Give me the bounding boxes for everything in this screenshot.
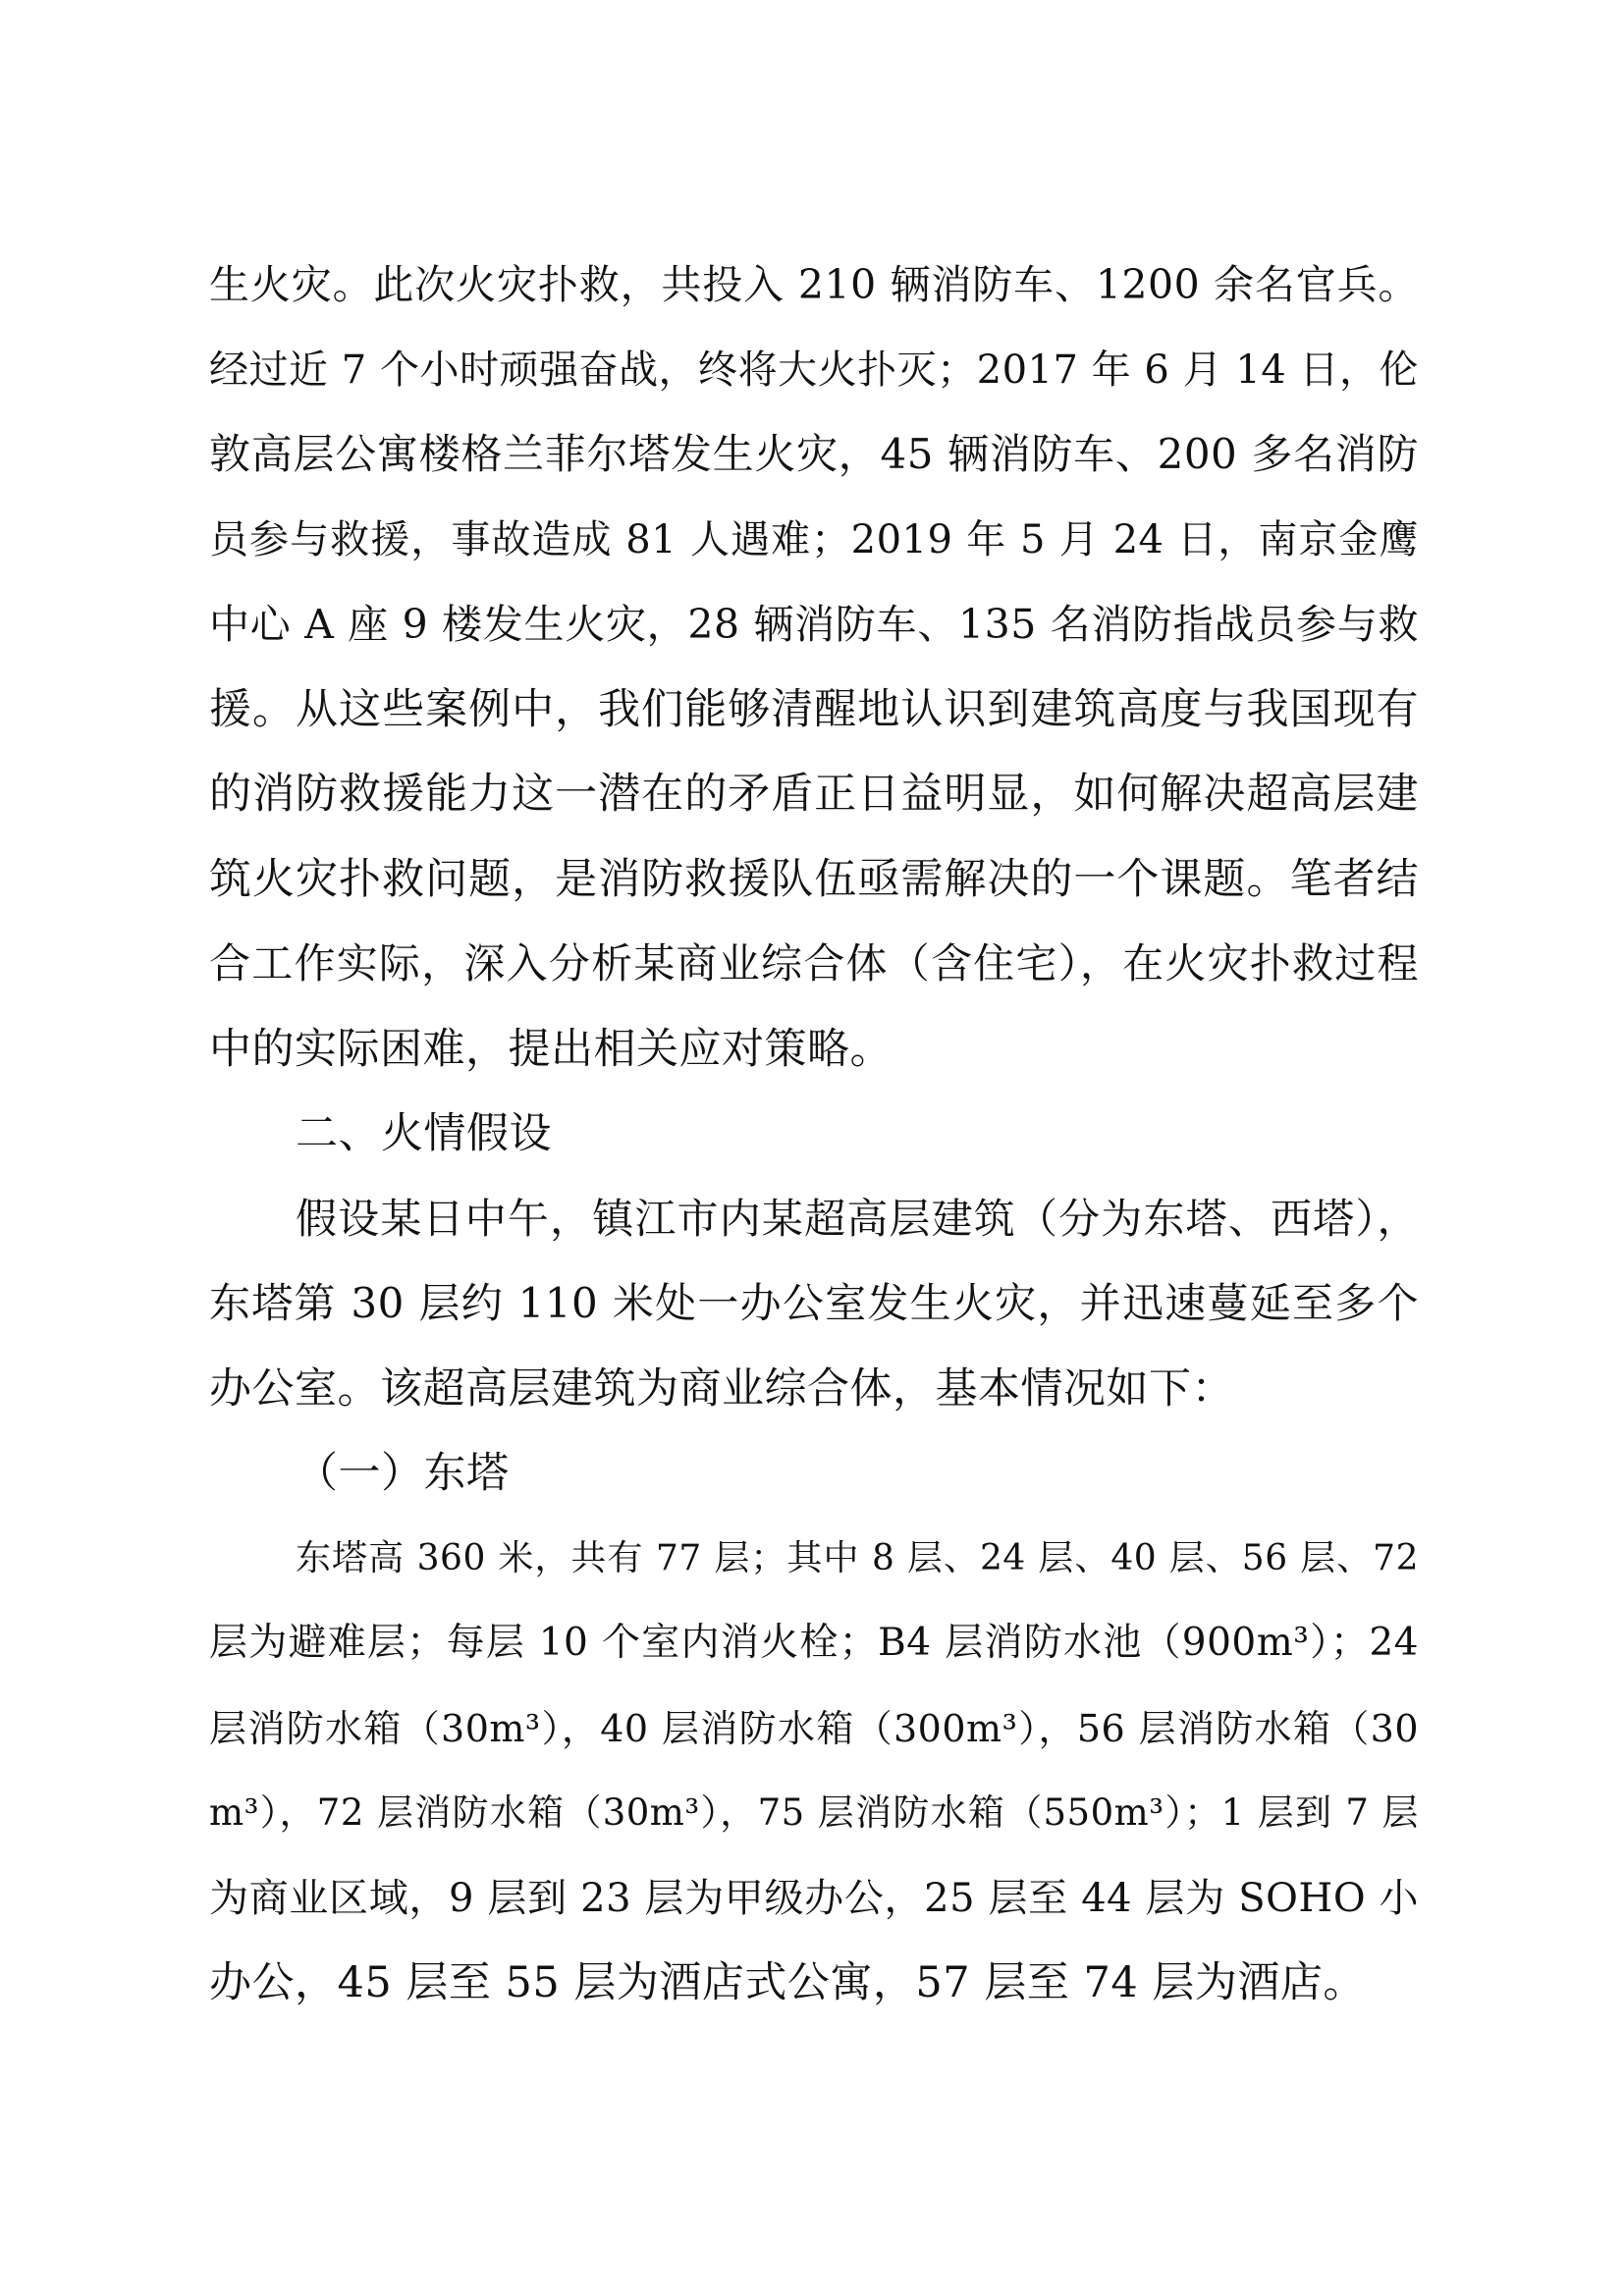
text-line-2: 经过近 7 个小时顽强奋战，终将大火扑灭；2017 年 6 月 14 日，伦 xyxy=(209,347,1419,393)
text-line-12: 假设某日中午，镇江市内某超高层建筑（分为东塔、西塔）， xyxy=(296,1194,1419,1243)
text-line-7: 的消防救援能力这一潜在的矛盾正日益明显，如何解决超高层建 xyxy=(209,770,1419,819)
text-line-10: 中的实际困难，提出相关应对策略。 xyxy=(209,1024,893,1074)
section-heading-2: 二、火情假设 xyxy=(296,1109,552,1158)
text-line-20: 为商业区域，9 层到 23 层为甲级办公，25 层至 44 层为 SOHO 小 xyxy=(209,1875,1419,1921)
text-line-19: m³），72 层消防水箱（30m³），75 层消防水箱（550m³）；1 层到 7 层 xyxy=(209,1791,1419,1834)
subsection-heading-east-tower: （一）东塔 xyxy=(296,1449,510,1498)
text-line-1: 生火灾。此次火灾扑救，共投入 210 辆消防车、1200 余名官兵。 xyxy=(209,261,1419,308)
text-line-21: 办公，45 层至 55 层为酒店式公寓，57 层至 74 层为酒店。 xyxy=(209,1958,1366,2007)
text-line-8: 筑火灾扑救问题，是消防救援队伍亟需解决的一个课题。笔者结 xyxy=(209,854,1419,904)
text-line-17: 层为避难层；每层 10 个室内消火栓；B4 层消防水池（900m³）；24 xyxy=(209,1621,1419,1665)
body-text xyxy=(209,242,1419,2026)
text-line-5: 中心 A 座 9 楼发生火灾，28 辆消防车、135 名消防指战员参与救 xyxy=(209,601,1419,648)
text-line-4: 员参与救援，事故造成 81 人遇难；2019 年 5 月 24 日，南京金鹰 xyxy=(209,516,1419,562)
text-line-16: 东塔高 360 米，共有 77 层；其中 8 层、24 层、40 层、56 层、72 xyxy=(296,1537,1419,1578)
text-line-9: 合工作实际，深入分析某商业综合体（含住宅），在火灾扑救过程 xyxy=(209,939,1419,988)
text-line-14: 办公室。该超高层建筑为商业综合体，基本情况如下： xyxy=(209,1363,1234,1414)
text-line-6: 援。从这些案例中，我们能够清醒地认识到建筑高度与我国现有 xyxy=(209,684,1419,734)
text-line-18: 层消防水箱（30m³），40 层消防水箱（300m³），56 层消防水箱（30 xyxy=(209,1706,1419,1750)
text-line-13: 东塔第 30 层约 110 米处一办公室发生火灾，并迅速蔓延至多个 xyxy=(209,1279,1419,1327)
text-line-3: 敦高层公寓楼格兰菲尔塔发生火灾，45 辆消防车、200 多名消防 xyxy=(209,430,1419,478)
